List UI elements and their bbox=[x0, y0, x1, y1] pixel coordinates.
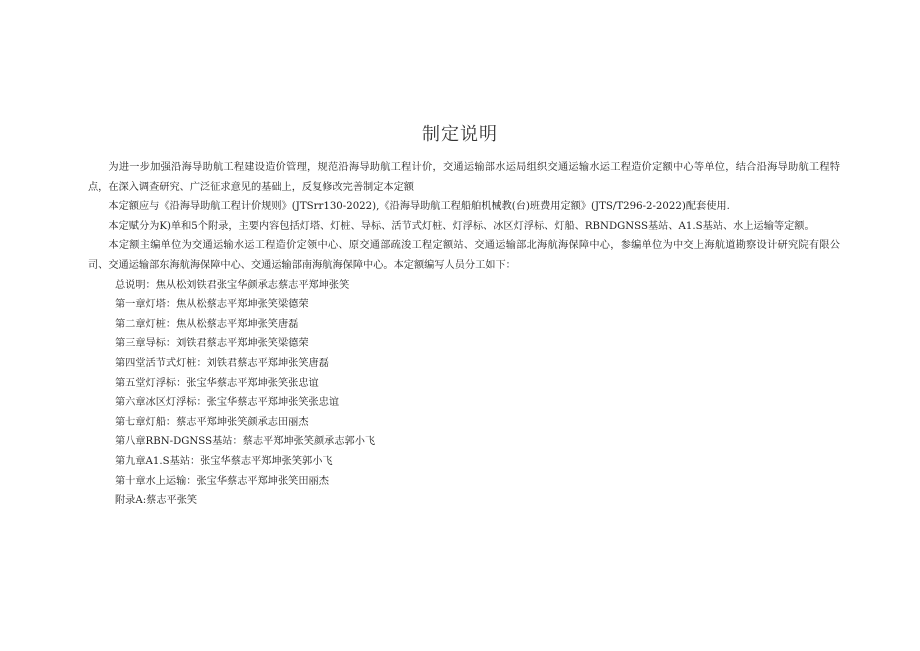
staff-item: 第三章导标：刘铁君蔡志平郑坤张笑梁德荣 bbox=[115, 338, 309, 350]
staff-item: 第四堂活节式灯桩：刘铁君蔡志平郑坤张笑唐磊 bbox=[115, 357, 329, 369]
staff-item: 总说明：焦从松刘铁君张宝华颜承志蔡志平郑坤张笑 bbox=[115, 279, 350, 291]
document-body bbox=[88, 158, 840, 511]
staff-item: 第十章水上运输：张宝华蔡志平郑坤张笑田丽杰 bbox=[115, 475, 329, 487]
staff-item: 第六章冰区灯浮标：张宝华蔡志平郑坤张笑张忠谊 bbox=[115, 397, 340, 409]
document-title: 制定说明 bbox=[422, 124, 498, 145]
staff-item: 第九章A1.S基站：张宝华蔡志平郑坤张笑郭小飞 bbox=[115, 455, 333, 467]
staff-item: 第五堂灯浮标：张宝华蔡志平郑坤张笑张忠谊 bbox=[115, 377, 319, 389]
paragraph-authors: 本定额主编单位为交通运输水运工程造价定领中心、原交通部疏浚工程定额站、交通运输部北海航海保障中心，参编单位为中交上海航道勘察设计研究院有限公司、交通运输部东海航海保障中心、交通运输部南海航海保障中心。本定额编写人员分工如下： bbox=[88, 240, 840, 271]
staff-item: 第八章RBN-DGNSS基站：蔡志平郑坤张笑颜承志郭小飞 bbox=[115, 436, 376, 448]
staff-item: 第二章灯桩：焦从松蔡志平郑坤张笑唐磊 bbox=[115, 318, 299, 330]
staff-item: 第七章灯船：蔡志平郑坤张笑颜承志田丽杰 bbox=[115, 416, 309, 428]
paragraph-purpose: 为进一步加强沿海导助航工程建设造价管理，规范沿海导助航工程计价，交通运输部水运局组织交通运输水运工程造价定额中心等单位，结合沿海导助航工程特点，在深入调查研究、广泛征求意见的基础上，反复修改完善制定本定额 bbox=[88, 162, 840, 193]
staff-list bbox=[88, 276, 840, 511]
staff-item: 附录A:蔡志平张笑 bbox=[115, 495, 198, 507]
staff-item: 第一章灯塔：焦从松蔡志平郑坤张笑梁德荣 bbox=[115, 299, 309, 311]
paragraph-usage: 本定额应与《沿海导助航工程计价规则》(JTSrr130-2022),《沿海导助航工程船舶机械教(台)班费用定额》(JTS/T296-2-2022)配套使用. bbox=[108, 201, 730, 213]
paragraph-content: 本定赋分为K)单和5个附录，主要内容包括灯塔、灯桩、导标、活节式灯桩、灯浮标、冰区灯浮标、灯船、RBNDGNSS基站、A1.S基站、水上运输等定额。 bbox=[108, 220, 815, 232]
